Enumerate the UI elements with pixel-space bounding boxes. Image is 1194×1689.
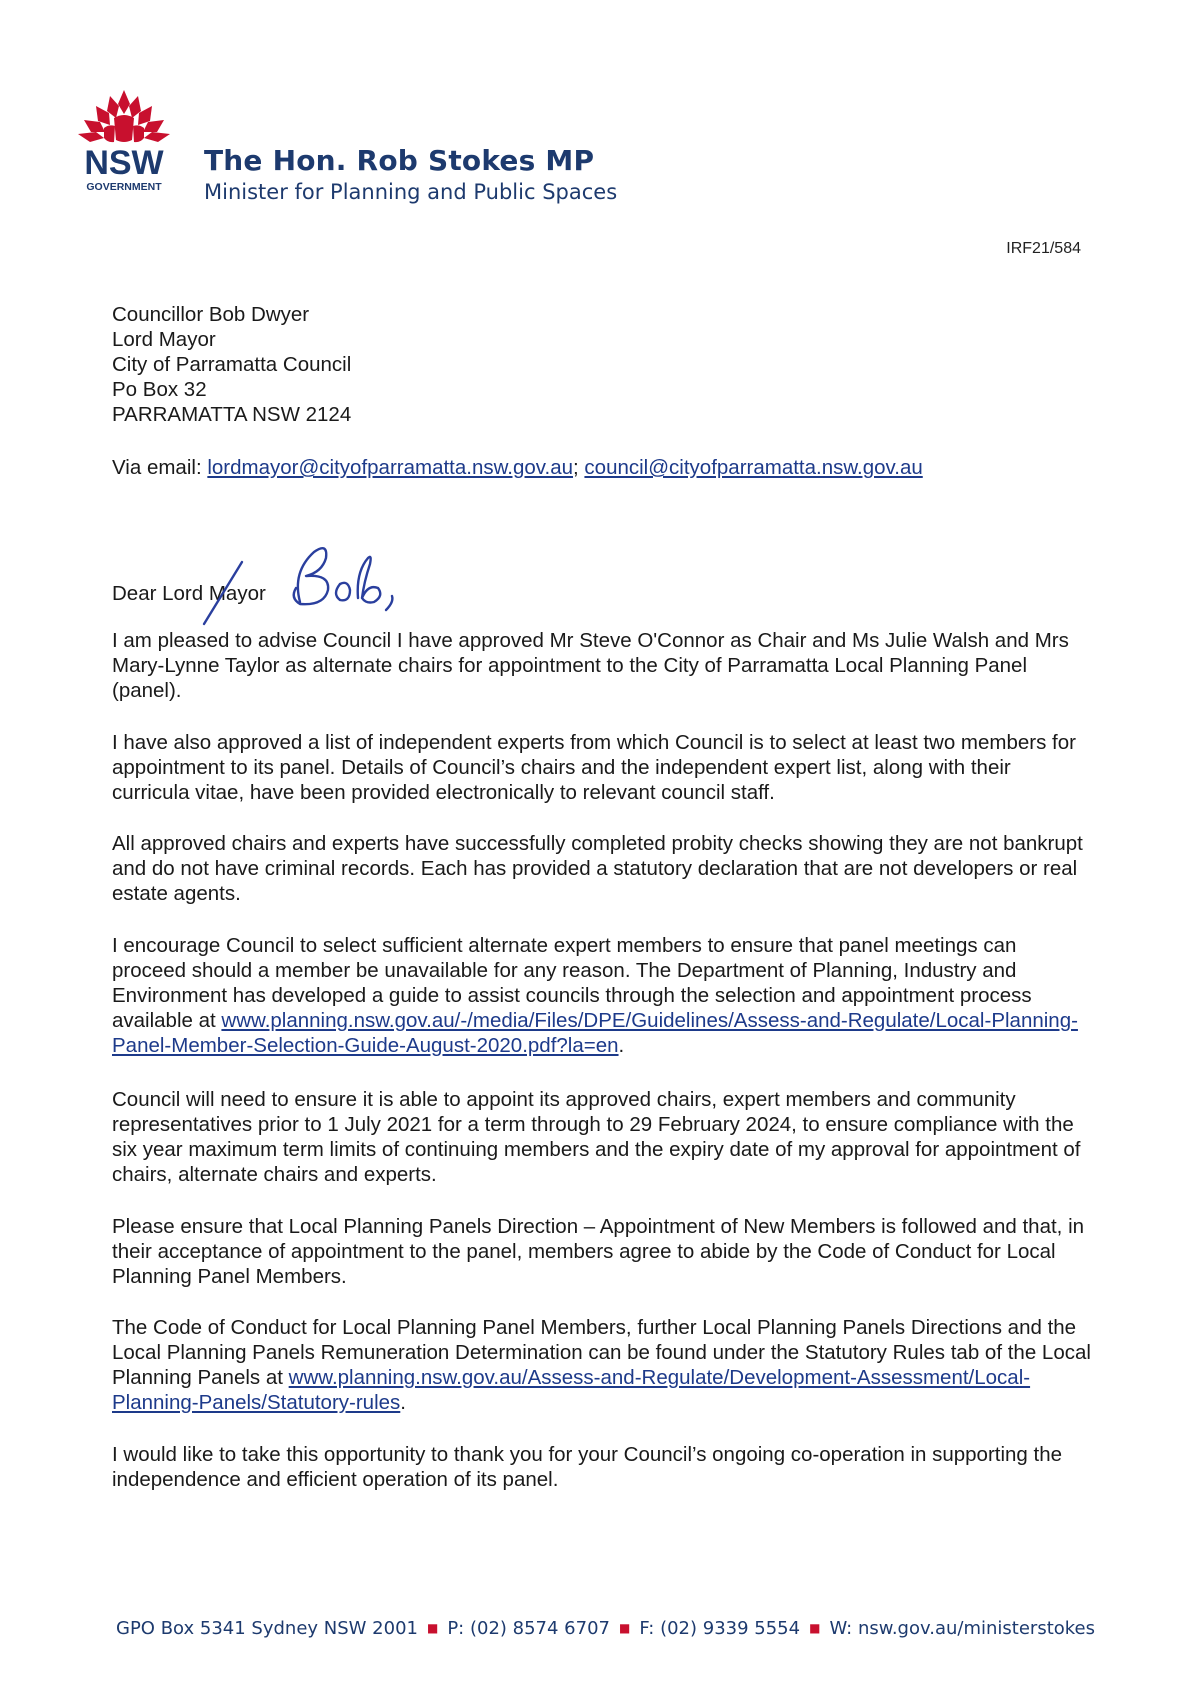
- footer-separator-icon: ■: [426, 1621, 439, 1635]
- footer-separator-icon: ■: [809, 1621, 821, 1635]
- email-separator: ;: [573, 456, 585, 479]
- lordmayor-email-link[interactable]: lordmayor@cityofparramatta.nsw.gov.au: [207, 456, 574, 479]
- footer-web: W: nsw.gov.au/ministerstokes: [829, 1618, 1095, 1639]
- via-prefix: Via email:: [112, 456, 208, 479]
- address-line: Councillor Bob Dwyer: [112, 303, 310, 326]
- paragraph-alternate-members: [112, 933, 1092, 1058]
- reference-number: IRF21/584: [1006, 240, 1081, 257]
- via-email: [112, 455, 1092, 480]
- paragraph-independent-experts: I have also approved a list of independent experts from which Council is to select at least two members for appointment to its panel. Details of Council’s chairs and the independent expert list, along with their curricula vitae, have been provided electronically to relevant council staff.: [112, 731, 1076, 804]
- paragraph-thanks: I would like to take this opportunity to thank you for your Council’s ongoing co-operation in supporting the independence and efficient operation of its panel.: [112, 1443, 1063, 1491]
- address-line: PARRAMATTA NSW 2124: [112, 403, 352, 426]
- paragraph-probity-checks: All approved chairs and experts have successfully completed probity checks showing they are not bankrupt and do not have criminal records. Each has provided a statutory declaration that are not developers or real estate agents.: [112, 832, 1083, 905]
- paragraph-approval: I am pleased to advise Council I have approved Mr Steve O'Connor as Chair and Ms Julie Walsh and Mrs Mary-Lynne Taylor as alternate chairs for appointment to the City of Parramatta Local Planning Panel (panel).: [112, 629, 1069, 702]
- footer-fax: F: (02) 9339 5554: [639, 1618, 801, 1639]
- p7-end: .: [400, 1391, 406, 1414]
- council-email-link[interactable]: council@cityofparramatta.nsw.gov.au: [584, 456, 923, 479]
- logo-nsw-text: NSW: [84, 144, 164, 182]
- paragraph-term-limits: Council will need to ensure it is able to appoint its approved chairs, expert members and community representatives prior to 1 July 2021 for a term through to 29 February 2024, to ensure compliance with the six year maximum term limits of continuing members and the expiry date of my approval for appointment of chairs, alternate chairs and experts.: [112, 1088, 1081, 1186]
- footer-address: GPO Box 5341 Sydney NSW 2001: [116, 1618, 418, 1639]
- address-line: Po Box 32: [112, 378, 207, 401]
- p4-text: I encourage Council to select sufficient alternate expert members to ensure that panel meetings can proceed should a member be unavailable for any reason. The Department of Planning, Industry and Environment has developed a guide to assist councils through the selection and appointment process available at: [112, 934, 1032, 1032]
- footer-phone: P: (02) 8574 6707: [447, 1618, 610, 1639]
- address-line: Lord Mayor: [112, 328, 216, 351]
- footer-separator-icon: ■: [618, 1621, 631, 1635]
- paragraph-direction: Please ensure that Local Planning Panels Direction – Appointment of New Members is followed and that, in their acceptance of appointment to the panel, members agree to abide by the Code of Conduct for Local Planning Panel Members.: [112, 1215, 1085, 1288]
- minister-title: Minister for Planning and Public Spaces: [204, 180, 618, 204]
- minister-name: The Hon. Rob Stokes MP: [204, 144, 595, 177]
- handwritten-name: [196, 532, 426, 632]
- address-line: City of Parramatta Council: [112, 353, 352, 376]
- salutation: Dear Lord Mayor: [112, 582, 266, 605]
- selection-guide-link[interactable]: www.planning.nsw.gov.au/-/media/Files/DPE/Guidelines/Assess-and-Regulate/Local-Planning-Panel-Member-Selection-Guide-August-2020.pdf?la=en: [112, 1009, 1078, 1057]
- p7-text: The Code of Conduct for Local Planning Panel Members, further Local Planning Panels Directions and the Local Planning Panels Remuneration Determination can be found under the Statutory Rules tab of the Local Planning Panels at: [112, 1316, 1091, 1389]
- nsw-government-logo: [74, 88, 174, 200]
- recipient-address: [112, 302, 1092, 427]
- footer-contact: [116, 1618, 1095, 1639]
- p4-end: .: [618, 1034, 625, 1057]
- statutory-rules-link[interactable]: www.planning.nsw.gov.au/Assess-and-Regulate/Development-Assessment/Local-Planning-Panels/Statutory-rules: [112, 1366, 1031, 1414]
- letterhead: [74, 88, 774, 208]
- paragraph-code-of-conduct: [112, 1315, 1092, 1415]
- logo-government-text: GOVERNMENT: [86, 181, 162, 193]
